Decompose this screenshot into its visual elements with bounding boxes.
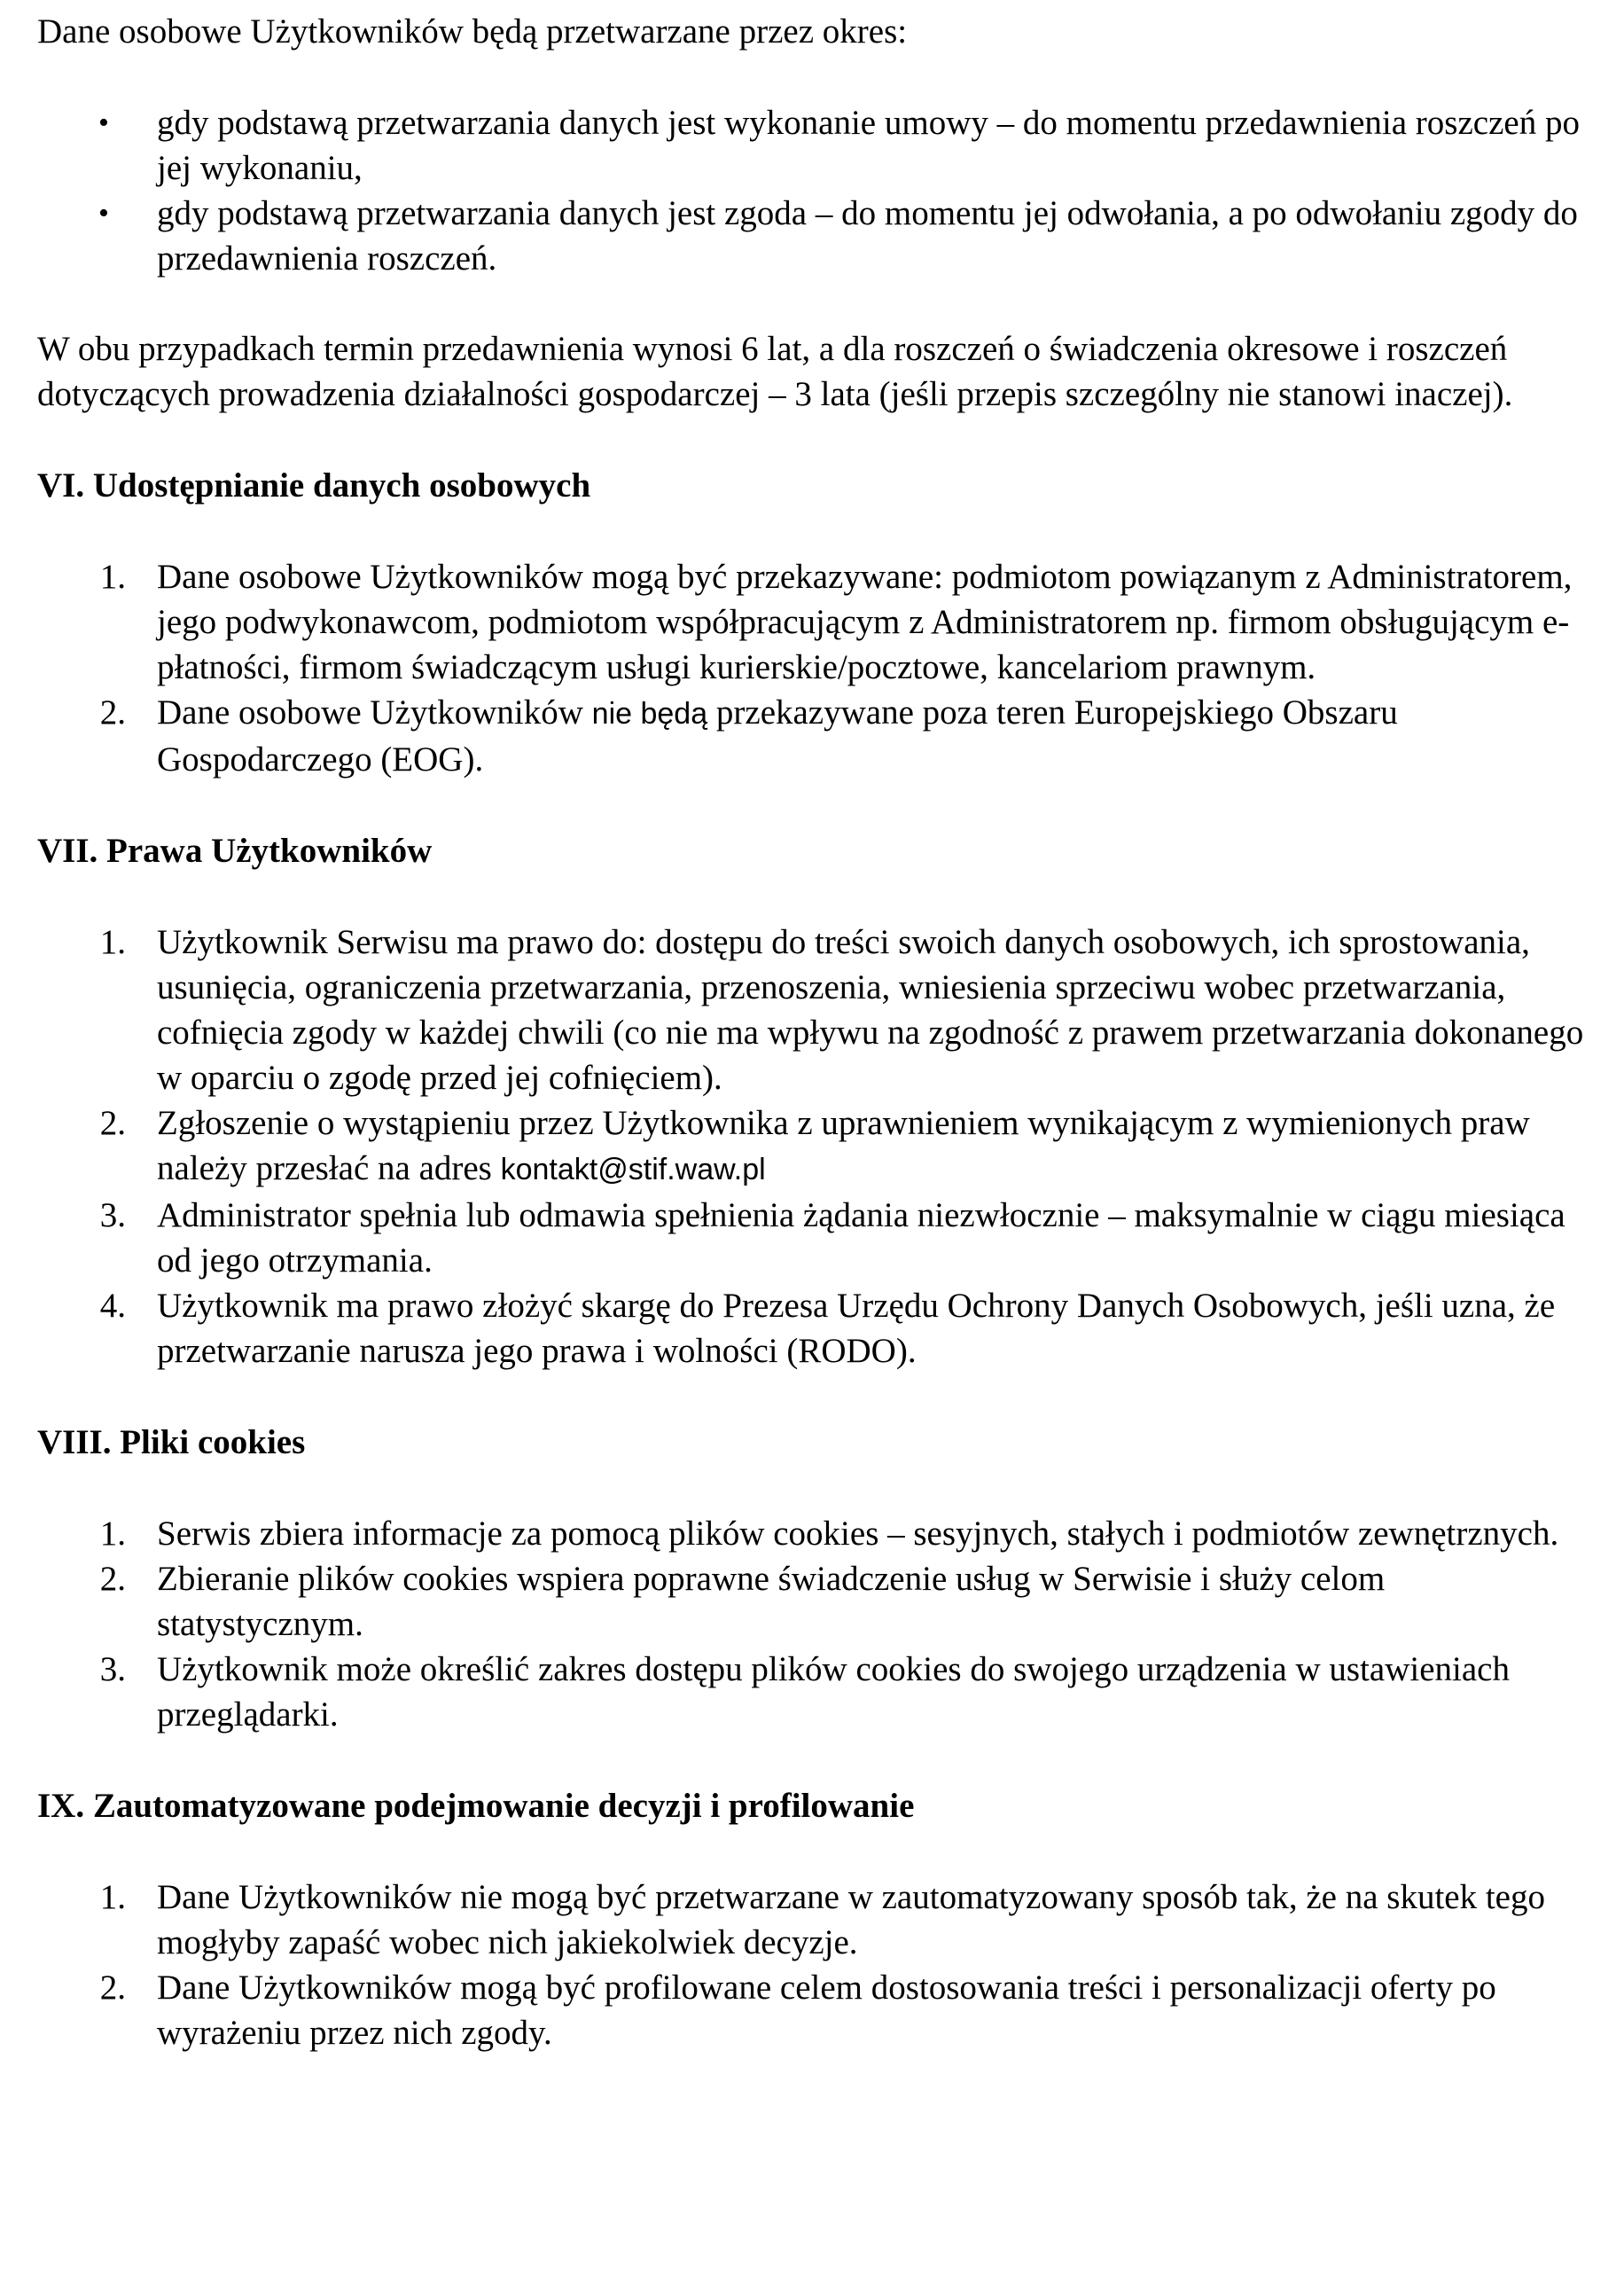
list-number: 3. (99, 1196, 126, 1234)
section-heading: IX. Zautomatyzowane podejmowanie decyzji i profilowanie (37, 1787, 915, 1825)
retention-note: W obu przypadkach termin przedawnienia wynosi 6 lat, a dla roszczeń o świadczenia okresowe i roszczeń dotyczących prowadzenia działalności gospodarczej – 3 lata (jeśli przepis szczególny nie stanowi inaczej). (37, 330, 1513, 413)
section-list (37, 1511, 1597, 1737)
list-item (37, 191, 1597, 281)
list-item (37, 1100, 1597, 1193)
list-number: 1. (99, 1878, 126, 1916)
list-item (37, 1875, 1597, 1965)
list-item-text: gdy podstawą przetwarzania danych jest zgoda – do momentu jej odwołania, a po odwołaniu zgody do przedawnienia roszczeń. (157, 194, 1578, 278)
list-item (37, 1556, 1597, 1647)
list-number: 2. (99, 1560, 126, 1598)
list-item (37, 100, 1597, 191)
list-item (37, 1283, 1597, 1374)
text-segment-sans: nie będą (591, 697, 708, 731)
section-heading: VI. Udostępnianie danych osobowych (37, 466, 591, 505)
list-number: 1. (99, 923, 126, 961)
list-item-text (157, 693, 1398, 779)
list-item-text: Dane osobowe Użytkowników mogą być przekazywane: podmiotom powiązanym z Administratorem, jego podwykonawcom, podmiotom współpracującym z Administratorem np. firmom obsługującym e-płatności, firmom świadczącym usługi kurierskie/pocztowe, kancelariom prawnym. (157, 558, 1573, 686)
list-number: 2. (99, 1104, 126, 1142)
list-item (37, 554, 1597, 690)
list-item (37, 920, 1597, 1100)
text-segment: przekazywane poza teren Europejskiego Obszaru Gospodarczego (EOG). (157, 693, 1398, 779)
list-item (37, 1965, 1597, 2055)
list-number: 1. (99, 558, 126, 596)
retention-intro: Dane osobowe Użytkowników będą przetwarzane przez okres: (37, 12, 908, 51)
policy-document (37, 9, 1597, 2055)
section-list (37, 554, 1597, 782)
section-list (37, 920, 1597, 1374)
email-address: kontakt@stif.waw.pl (500, 1153, 766, 1186)
list-number: 1. (99, 1515, 126, 1553)
list-number: 2. (99, 1969, 126, 2007)
list-number: 4. (99, 1287, 126, 1325)
section-list (37, 1875, 1597, 2055)
retention-bullet-list (37, 100, 1597, 281)
list-item (37, 1647, 1597, 1737)
list-item-text: Użytkownik Serwisu ma prawo do: dostępu do treści swoich danych osobowych, ich sprostowania, usunięcia, ograniczenia przetwarzania, przenoszenia, wniesienia sprzeciwu wobec przetwarzania, cofnięcia zgody w każdej chwili (co nie ma wpływu na zgodność z prawem przetwarzania dokonanego w oparciu o zgodę przed jej cofnięciem). (157, 923, 1584, 1097)
list-item (37, 690, 1597, 782)
text-segment: Dane osobowe Użytkowników (157, 693, 592, 732)
bullet-marker: • (98, 106, 109, 139)
list-item-text: Dane Użytkowników nie mogą być przetwarzane w zautomatyzowany sposób tak, że na skutek tego mogłyby zapaść wobec nich jakiekolwiek decyzje. (157, 1878, 1545, 1961)
list-item-text: gdy podstawą przetwarzania danych jest wykonanie umowy – do momentu przedawnienia roszczeń po jej wykonaniu, (157, 104, 1580, 187)
list-item-text: Administrator spełnia lub odmawia spełnienia żądania niezwłocznie – maksymalnie w ciągu miesiąca od jego otrzymania. (157, 1196, 1565, 1280)
list-item-text: Użytkownik może określić zakres dostępu plików cookies do swojego urządzenia w ustawieniach przeglądarki. (157, 1650, 1510, 1734)
list-number: 3. (99, 1650, 126, 1688)
list-item-text: Dane Użytkowników mogą być profilowane celem dostosowania treści i personalizacji oferty po wyrażeniu przez nich zgody. (157, 1969, 1496, 2052)
text-segment: Zgłoszenie o wystąpieniu przez Użytkownika z uprawnieniem wynikającym z wymienionych praw należy przesłać na adres (157, 1104, 1530, 1187)
list-item (37, 1511, 1597, 1556)
list-item-text: Serwis zbiera informacje za pomocą plików cookies – sesyjnych, stałych i podmiotów zewnętrznych. (157, 1515, 1559, 1553)
list-item-text: Zbieranie plików cookies wspiera poprawne świadczenie usług w Serwisie i służy celom statystycznym. (157, 1560, 1386, 1643)
list-item-text: Użytkownik ma prawo złożyć skargę do Prezesa Urzędu Ochrony Danych Osobowych, jeśli uzna, że przetwarzanie narusza jego prawa i wolności (RODO). (157, 1287, 1556, 1370)
list-number: 2. (99, 693, 126, 732)
list-item (37, 1193, 1597, 1283)
section-heading: VIII. Pliki cookies (37, 1423, 306, 1461)
section-heading: VII. Prawa Użytkowników (37, 832, 433, 870)
bullet-marker: • (98, 197, 109, 230)
list-item-text (157, 1104, 1530, 1187)
